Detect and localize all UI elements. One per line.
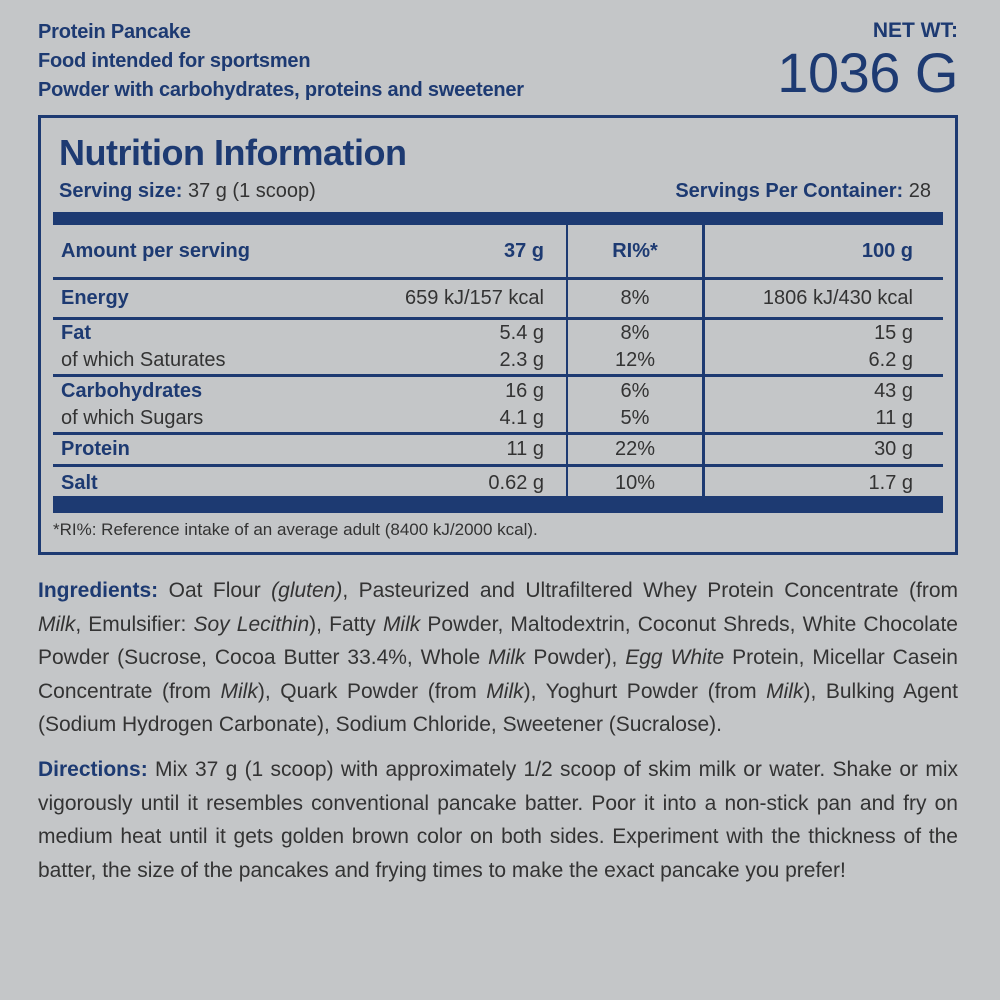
ingredients-label: Ingredients:	[38, 579, 159, 602]
ingredients-text: Protein, Micellar Casein Concentrate (from	[38, 646, 958, 703]
row-label: Protein	[53, 434, 304, 466]
row-value-100g: 1.7 g	[704, 466, 944, 500]
net-weight-label: NET WT:	[872, 19, 958, 42]
product-descriptor: Food intended for sportsmen	[38, 50, 311, 72]
nutrition-title: Nutrition Information	[59, 132, 407, 173]
table-row	[53, 279, 943, 319]
product-header	[38, 18, 524, 105]
allergen-text: Milk	[382, 612, 421, 636]
row-value-37g: 0.62 g	[304, 466, 567, 500]
table-row	[53, 319, 943, 348]
ingredients-text: , Emulsifier:	[75, 612, 194, 636]
row-value-100g: 30 g	[704, 434, 944, 466]
row-value-ri: 5%	[567, 406, 704, 434]
row-label: Energy	[53, 279, 304, 319]
row-label: Carbohydrates	[53, 376, 304, 406]
row-value-100g: 15 g	[704, 319, 944, 348]
row-value-37g: 659 kJ/157 kcal	[304, 279, 567, 319]
allergen-text: Soy Lecithin	[193, 612, 310, 636]
allergen-text: (gluten)	[271, 579, 343, 602]
table-row	[53, 406, 943, 434]
divider-bar	[53, 496, 943, 513]
allergen-text: Milk	[766, 679, 804, 703]
ingredients-text: , Pasteurized and Ultrafiltered Whey Protein Concentrate (from	[342, 579, 959, 602]
row-value-100g: 43 g	[704, 376, 944, 406]
ingredients-text: ), Bulking Agent (Sodium Hydrogen Carbonate), Sodium Chloride, Sweetener (Sucralose).	[38, 679, 958, 736]
header-amount: Amount per serving	[61, 239, 250, 262]
nutrition-panel	[38, 115, 958, 555]
servings-per-label: Servings Per Container:	[675, 180, 904, 202]
table-row	[53, 376, 943, 406]
directions-text: Mix 37 g (1 scoop) with approximately 1/2 scoop of skim milk or water. Shake or mix vigorously until it resembles conventional pancake batter. Poor it into a non-stick pan and fry on medium heat until it gets golden brown color on both sides. Experiment with the thickness of the batter, the size of the pancakes and frying times to make the exact pancake you prefer!	[38, 758, 958, 882]
row-label: Salt	[53, 466, 304, 500]
directions-section	[38, 753, 958, 887]
ingredients-text: ), Quark Powder (from	[257, 679, 487, 703]
table-header-row	[53, 225, 943, 279]
header-37g: 37 g	[304, 225, 567, 279]
row-label: of which Saturates	[61, 349, 226, 372]
serving-size-value: 37 g (1 scoop)	[187, 180, 316, 202]
row-value-ri: 22%	[567, 434, 704, 466]
allergen-text: Egg White	[625, 646, 725, 669]
allergen-text: Milk	[488, 646, 526, 669]
nutrition-table	[53, 225, 943, 500]
serving-size-label: Serving size:	[59, 180, 183, 202]
product-name: Protein Pancake	[38, 21, 191, 43]
row-label: Fat	[53, 319, 304, 348]
table-row	[53, 434, 943, 466]
allergen-text: Milk	[486, 679, 524, 703]
row-value-ri: 12%	[567, 348, 704, 376]
row-value-100g: 6.2 g	[868, 349, 913, 372]
serving-size	[59, 180, 316, 203]
row-value-37g: 5.4 g	[304, 319, 567, 348]
row-value-100g: 11 g	[875, 407, 913, 430]
servings-per-container	[675, 180, 931, 203]
row-value-37g: 2.3 g	[304, 348, 567, 376]
row-value-ri: 8%	[567, 279, 704, 319]
net-weight	[777, 18, 958, 102]
row-value-37g: 4.1 g	[304, 406, 567, 434]
product-composition: Powder with carbohydrates, proteins and sweetener	[38, 79, 524, 101]
ingredients-section	[38, 574, 958, 742]
allergen-text: Milk	[38, 612, 76, 636]
ri-footnote: *RI%: Reference intake of an average adult (8400 kJ/2000 kcal).	[53, 520, 538, 539]
divider-bar	[53, 212, 943, 225]
directions-label: Directions:	[38, 758, 148, 781]
ingredients-text: Powder, Maltodextrin, Coconut Shreds, White Chocolate Powder (Sucrose, Cocoa Butter 33.4%, Whole	[38, 612, 958, 669]
row-value-37g: 11 g	[304, 434, 567, 466]
servings-per-value: 28	[908, 180, 931, 202]
row-value-ri: 8%	[567, 319, 704, 348]
row-value-ri: 6%	[567, 376, 704, 406]
header-100g: 100 g	[861, 239, 913, 262]
table-row	[53, 348, 943, 376]
net-weight-value: 1036 G	[777, 41, 958, 104]
header-ri: RI%*	[567, 225, 704, 279]
ingredients-text: Oat Flour	[158, 579, 272, 602]
row-value-100g: 1806 kJ/430 kcal	[704, 279, 944, 319]
ingredients-text: ), Yoghurt Powder (from	[523, 679, 767, 703]
row-label: of which Sugars	[61, 407, 204, 430]
table-row	[53, 466, 943, 500]
row-value-ri: 10%	[567, 466, 704, 500]
ingredients-text: Powder),	[525, 646, 626, 669]
allergen-text: Milk	[220, 679, 258, 703]
row-value-37g: 16 g	[304, 376, 567, 406]
ingredients-text: ), Fatty	[309, 612, 383, 636]
